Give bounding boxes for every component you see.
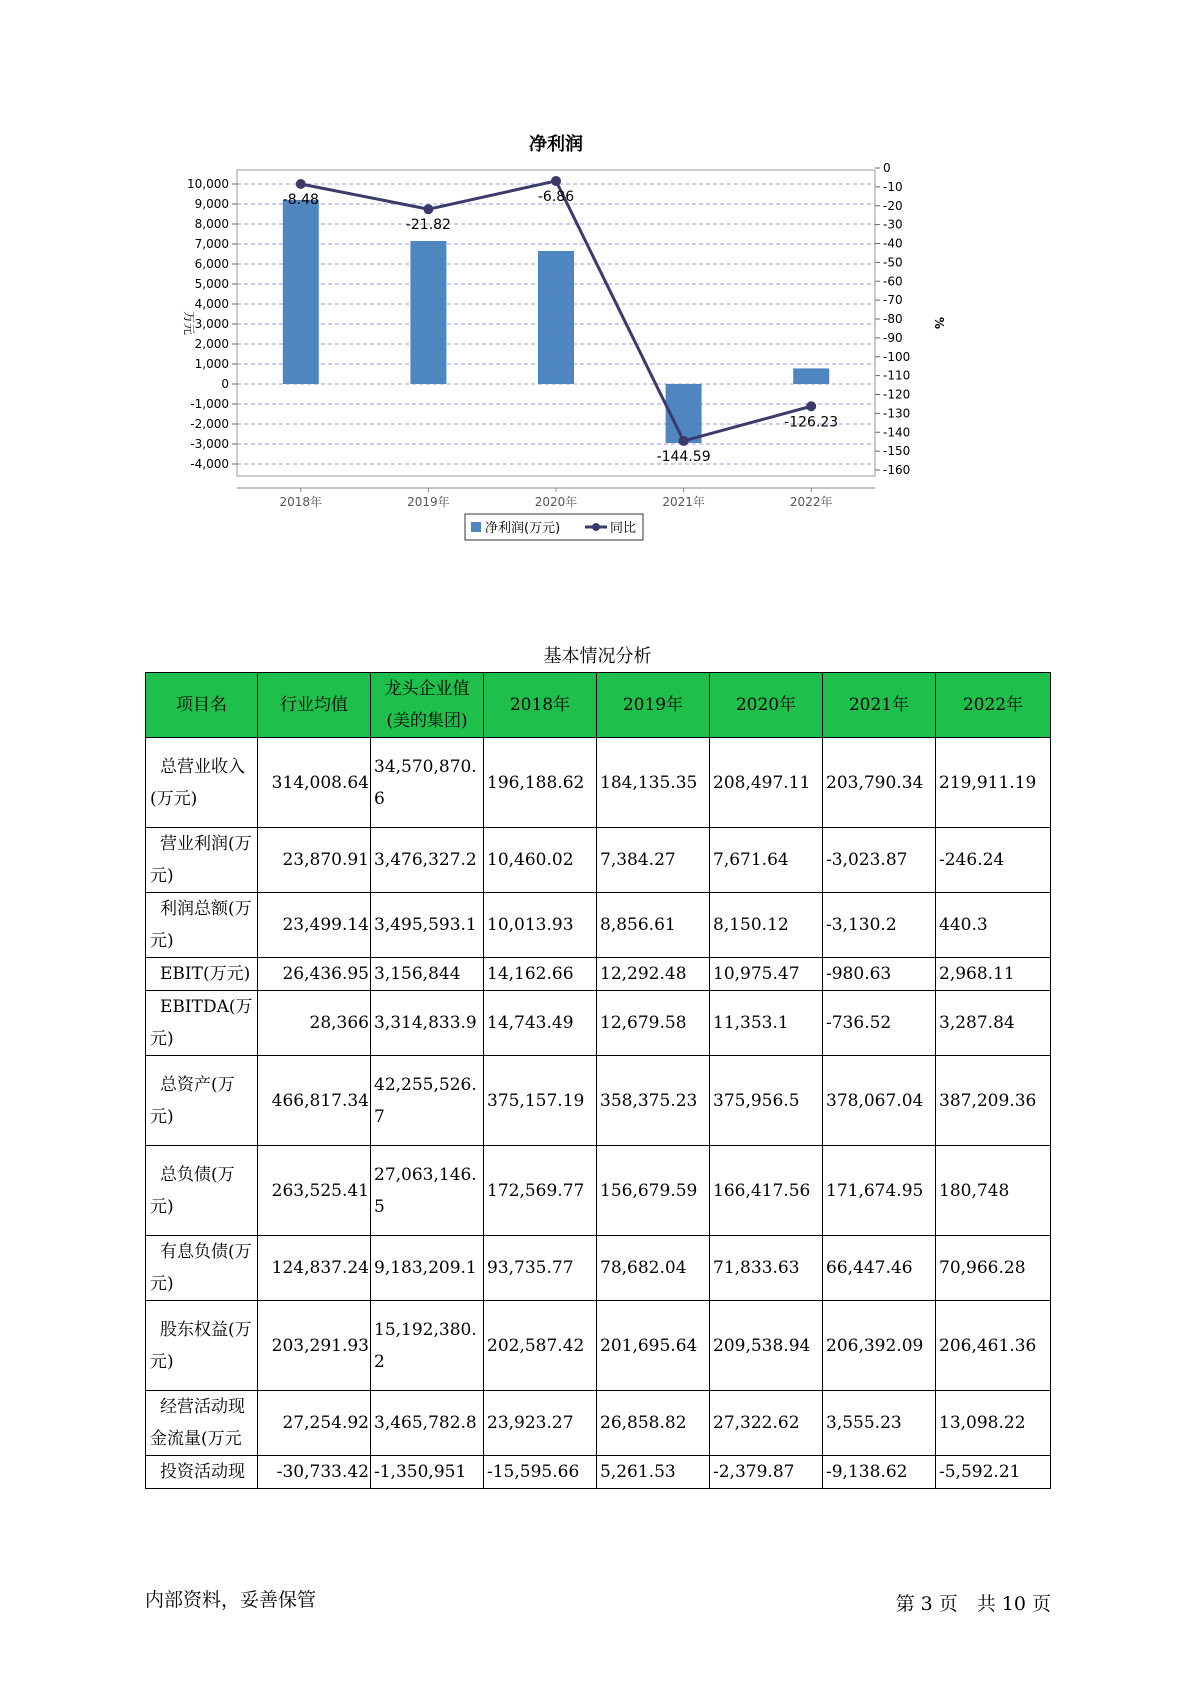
table-row [146,893,1051,958]
row-label: 股东权益(万元) [146,1301,258,1391]
value-cell: 11,353.1 [710,991,823,1056]
value-cell: -15,595.66 [484,1456,597,1489]
y2-tick-label: -70 [883,293,903,308]
value-cell: 440.3 [936,893,1051,958]
data-label: -6.86 [537,188,575,205]
y2-axis-label: % [932,316,946,330]
y2-tick-label: -160 [883,463,911,477]
y2-tick-label: -50 [883,255,903,270]
chart-title: 净利润 [529,134,583,155]
yoy-point [551,176,561,186]
value-cell: -736.52 [823,991,936,1056]
value-cell: 3,156,844 [371,958,484,991]
value-cell: 27,254.92 [258,1391,371,1456]
y-tick-label: 3,000 [194,317,229,331]
value-cell: 8,856.61 [597,893,710,958]
value-cell: 201,695.64 [597,1301,710,1391]
x-tick-label: 2021年 [662,495,705,509]
header-cell: 2022年 [936,673,1051,738]
y-tick-label: -4,000 [190,457,229,471]
value-cell: 23,499.14 [258,893,371,958]
x-tick-label: 2020年 [534,495,578,509]
value-cell: 203,291.93 [258,1301,371,1391]
value-cell: 42,255,526.7 [371,1056,484,1146]
row-label: EBIT(万元) [146,958,258,991]
row-label: 投资活动现 [146,1456,258,1489]
value-cell: 27,322.62 [710,1391,823,1456]
value-cell: -1,350,951 [371,1456,484,1489]
table-header-row [146,673,1051,738]
bar [283,200,319,384]
value-cell: 12,292.48 [597,958,710,991]
row-label: 有息负债(万元) [146,1236,258,1301]
value-cell: 184,135.35 [597,738,710,828]
value-cell: 3,476,327.2 [371,828,484,893]
table-row [146,1236,1051,1301]
table-body [146,738,1051,1489]
value-cell: 5,261.53 [597,1456,710,1489]
value-cell: 3,495,593.1 [371,893,484,958]
x-tick-label: 2019年 [407,495,450,509]
value-cell: 71,833.63 [710,1236,823,1301]
value-cell: 206,392.09 [823,1301,936,1391]
row-label: 总资产(万元) [146,1056,258,1146]
bar [538,251,574,384]
value-cell: 10,975.47 [710,958,823,991]
value-cell: 314,008.64 [258,738,371,828]
legend-swatch-point [592,523,600,531]
value-cell: 2,968.11 [936,958,1051,991]
y2-tick-label: -40 [883,236,903,251]
y2-tick-label: -140 [883,425,911,440]
table-row [146,1056,1051,1146]
table-row [146,1146,1051,1236]
y2-tick-label: -150 [883,444,911,459]
value-cell: -9,138.62 [823,1456,936,1489]
data-label: -8.48 [282,192,319,209]
value-cell: 466,817.34 [258,1056,371,1146]
value-cell: 180,748 [936,1146,1051,1236]
value-cell: 202,587.42 [484,1301,597,1391]
header-cell: 2018年 [484,673,597,738]
value-cell: 7,384.27 [597,828,710,893]
value-cell: -3,023.87 [823,828,936,893]
value-cell: 375,157.19 [484,1056,597,1146]
header-cell: 项目名 [146,673,258,738]
row-label: 营业利润(万元) [146,828,258,893]
y-axis-label: 万元 [182,310,196,336]
value-cell: -3,130.2 [823,893,936,958]
header-cell: 2021年 [823,673,936,738]
value-cell: 13,098.22 [936,1391,1051,1456]
header-cell: 2020年 [710,673,823,738]
y2-tick-label: -20 [883,198,903,213]
y-tick-label: 5,000 [194,277,229,291]
table-caption: 基本情况分析 [543,646,652,667]
value-cell: 3,465,782.8 [371,1391,484,1456]
value-cell: 78,682.04 [597,1236,710,1301]
value-cell: 12,679.58 [597,991,710,1056]
y-tick-label: 0 [221,377,229,391]
value-cell: 15,192,380.2 [371,1301,484,1391]
row-label: 总负债(万元) [146,1146,258,1236]
row-label: 总营业收入(万元) [146,738,258,828]
y2-tick-label: -80 [883,312,903,326]
value-cell: 3,555.23 [823,1391,936,1456]
y-tick-label: 8,000 [194,217,229,231]
value-cell: 166,417.56 [710,1146,823,1236]
y-tick-label: -1,000 [190,397,229,411]
y-tick-label: -2,000 [190,417,229,431]
y-tick-label: 10,000 [187,177,229,191]
yoy-point [296,179,306,189]
value-cell: 10,460.02 [484,828,597,893]
value-cell: 172,569.77 [484,1146,597,1236]
y-tick-label: -3,000 [190,437,229,451]
value-cell: 14,743.49 [484,991,597,1056]
table-row [146,828,1051,893]
legend-label-line: 同比 [610,521,637,536]
table-row [146,1456,1051,1489]
y2-tick-label: -10 [883,179,903,194]
table-row [146,958,1051,991]
value-cell: 378,067.04 [823,1056,936,1146]
value-cell: 23,870.91 [258,828,371,893]
value-cell: 206,461.36 [936,1301,1051,1391]
y-tick-label: 9,000 [194,197,229,211]
y2-tick-label: -130 [883,406,911,421]
value-cell: 34,570,870.6 [371,738,484,828]
value-cell: -980.63 [823,958,936,991]
legend-label-bar: 净利润(万元) [485,521,561,536]
value-cell: 93,735.77 [484,1236,597,1301]
data-label: -21.82 [405,217,451,234]
value-cell: 8,150.12 [710,893,823,958]
value-cell: -30,733.42 [258,1456,371,1489]
table-row [146,738,1051,828]
yoy-point [679,436,689,446]
value-cell: -246.24 [936,828,1051,893]
table-row [146,1391,1051,1456]
value-cell: 263,525.41 [258,1146,371,1236]
y-tick-label: 4,000 [194,297,229,311]
row-label: 利润总额(万元) [146,893,258,958]
yoy-point [806,401,816,411]
y-tick-label: 2,000 [194,337,229,351]
value-cell: 203,790.34 [823,738,936,828]
legend-swatch-bar [471,522,481,532]
value-cell: 375,956.5 [710,1056,823,1146]
value-cell: 219,911.19 [936,738,1051,828]
value-cell: 27,063,146.5 [371,1146,484,1236]
bar [793,368,829,384]
value-cell: 23,923.27 [484,1391,597,1456]
value-cell: 3,314,833.9 [371,991,484,1056]
footer-confidential-note: 内部资料，妥善保管 [145,1589,317,1611]
value-cell: 26,858.82 [597,1391,710,1456]
yoy-point [423,204,433,214]
value-cell: 9,183,209.1 [371,1236,484,1301]
table-row [146,1301,1051,1391]
value-cell: 3,287.84 [936,991,1051,1056]
value-cell: 7,671.64 [710,828,823,893]
header-cell: 行业均值 [258,673,371,738]
value-cell: -5,592.21 [936,1456,1051,1489]
value-cell: 208,497.11 [710,738,823,828]
value-cell: 156,679.59 [597,1146,710,1236]
value-cell: 209,538.94 [710,1301,823,1391]
y2-tick-label: 0 [883,161,891,175]
x-tick-label: 2018年 [279,495,323,509]
y-tick-label: 6,000 [194,257,229,271]
footer-page-number: 第 3 页 共 10 页 [895,1593,1051,1615]
header-cell: 龙头企业值(美的集团) [371,673,484,738]
table-row [146,991,1051,1056]
y-tick-label: 1,000 [194,357,229,371]
value-cell: 66,447.46 [823,1236,936,1301]
x-tick-label: 2022年 [789,495,833,509]
value-cell: 70,966.28 [936,1236,1051,1301]
value-cell: 28,366 [258,991,371,1056]
value-cell: 124,837.24 [258,1236,371,1301]
y2-tick-label: -110 [883,368,911,383]
y2-tick-label: -60 [883,274,903,289]
net-profit-chart [175,128,995,558]
row-label: 经营活动现金流量(万元 [146,1391,258,1456]
row-label: EBITDA(万元) [146,991,258,1056]
value-cell: -2,379.87 [710,1456,823,1489]
y-tick-label: 7,000 [194,237,229,251]
bar [410,241,446,384]
value-cell: 26,436.95 [258,958,371,991]
value-cell: 358,375.23 [597,1056,710,1146]
y2-tick-label: -90 [883,330,903,345]
value-cell: 14,162.66 [484,958,597,991]
y2-tick-label: -100 [883,349,911,364]
data-label: -144.59 [656,448,711,465]
header-cell: 2019年 [597,673,710,738]
y2-tick-label: -30 [883,217,903,232]
value-cell: 171,674.95 [823,1146,936,1236]
value-cell: 387,209.36 [936,1056,1051,1146]
value-cell: 10,013.93 [484,893,597,958]
data-label: -126.23 [784,414,839,431]
basic-analysis-table [145,672,1051,1489]
value-cell: 196,188.62 [484,738,597,828]
y2-tick-label: -120 [883,387,911,402]
